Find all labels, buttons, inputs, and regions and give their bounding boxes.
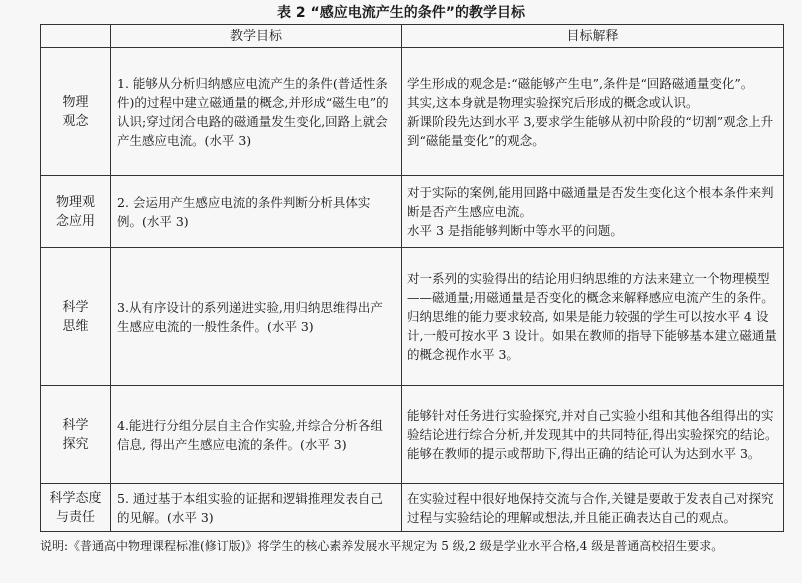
dimension-cell (41, 248, 111, 386)
header-goal: 教学目标 (111, 25, 402, 48)
dimension-label: 科学态度 与责任 (49, 490, 102, 525)
explanation-paragraph: 能够在教师的提示或帮助下,得出正确的结论可认为达到水平 3。 (407, 446, 761, 461)
teaching-goals-table (40, 24, 784, 532)
table-footnote: 说明:《普通高中物理课程标准(修订版)》将学生的核心素养发展水平规定为 5 级,2 级是学业水平合格,4 级是普通高校招生要求。 (40, 539, 724, 553)
dimension-label: 物理观 念应用 (55, 194, 95, 229)
goal-cell: 5. 通过基于本组实验的证据和逻辑推理发表自己的见解。(水平 3) (111, 484, 402, 532)
explanation-paragraph: 对一系列的实验得出的结论用归纳思维的方法来建立一个物理模型——磁通量;用磁通量是否变化的概念来解释感应电流产生的条件。 (407, 271, 774, 305)
table-row (41, 248, 784, 386)
dimension-label: 物理 观念 (62, 94, 89, 129)
dimension-cell (41, 48, 111, 176)
dimension-cell (41, 386, 111, 484)
explanation-paragraph: 在实验过程中很好地保持交流与合作,关键是要敢于发表自己对探究过程与实验结论的理解或想法,并且能正确表达自己的观点。 (407, 490, 774, 525)
explanation-cell (402, 176, 784, 248)
explanation-cell (402, 48, 784, 176)
explanation-paragraph: 其实,这本身就是物理实验探究后形成的概念或认识。 (407, 94, 699, 110)
table-row (41, 176, 784, 248)
goal-cell: 2. 会运用产生感应电流的条件判断分析具体实例。(水平 3) (111, 176, 402, 248)
explanation-paragraph: 新课阶段先达到水平 3,要求学生能够从初中阶段的“切割”观念上升到“磁能量变化”的观念。 (407, 113, 774, 148)
table-row (41, 386, 784, 484)
dimension-cell (41, 484, 111, 532)
explanation-paragraph: 学生形成的观念是:“磁能够产生电”,条件是“回路磁通量变化”。 (407, 75, 754, 91)
explanation-paragraph: 能够针对任务进行实验探究,并对自己实验小组和其他各组得出的实验结论进行综合分析,并发现其中的共同特征,得出实验探究的结论。 (407, 408, 778, 442)
dimension-cell (41, 176, 111, 248)
explanation-paragraph: 水平 3 是指能够判断中等水平的问题。 (407, 223, 623, 238)
explanation-paragraph: 对于实际的案例,能用回路中磁通量是否发生变化这个根本条件来判断是否产生感应电流。 (407, 185, 774, 219)
table-header-row (41, 25, 784, 48)
table-row (41, 484, 784, 532)
goal-cell: 3.从有序设计的系列递进实验,用归纳思维得出产生感应电流的一般性条件。(水平 3) (111, 248, 402, 386)
explanation-cell (402, 386, 784, 484)
dimension-label: 科学 思维 (62, 299, 89, 334)
explanation-paragraph: 归纳思维的能力要求较高, 如果是能力较强的学生可以按水平 4 设计,一般可按水平 3 设计。如果在教师的指导下能够基本建立磁通量的概念视作水平 3。 (407, 309, 777, 362)
header-explanation: 目标解释 (402, 25, 784, 48)
dimension-label: 科学 探究 (62, 417, 89, 452)
goal-cell: 4.能进行分组分层自主合作实验,并综合分析各组信息, 得出产生感应电流的条件。(水平 3) (111, 386, 402, 484)
goal-cell: 1. 能够从分析归纳感应电流产生的条件(普适性条件)的过程中建立磁通量的概念,并形成“磁生电”的认识;穿过闭合电路的磁通量发生变化,回路上就会产生感应电流。(水平 3) (111, 48, 402, 176)
header-blank (41, 25, 111, 48)
table-title: 表 2 “感应电流产生的条件”的教学目标 (277, 5, 525, 21)
explanation-cell (402, 484, 784, 532)
explanation-cell (402, 248, 784, 386)
table-row (41, 48, 784, 176)
